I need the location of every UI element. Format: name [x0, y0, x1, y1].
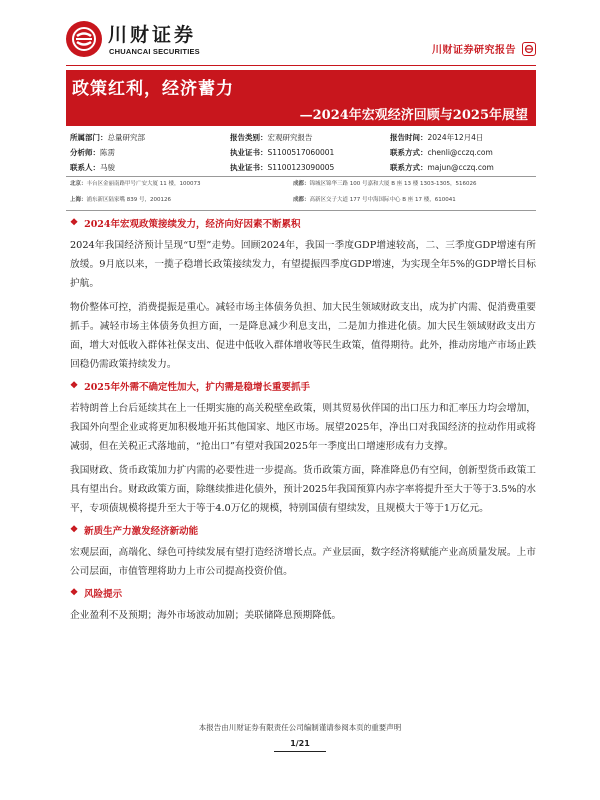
meta-value: 宏观研究报告	[267, 133, 313, 142]
meta-key: 分析师：	[70, 148, 100, 157]
brand-badge-icon	[522, 42, 536, 56]
meta-row	[70, 145, 536, 160]
meta-key: 执业证书：	[230, 148, 268, 157]
paragraph: 2024年我国经济预计呈现“U型”走势。回顾2024年，我国一季度GDP增速较高，二、三季度GDP增速有所放缓。9月底以来，一揽子稳增长政策接续发力，有望提振四季度GDP增速，为实现全年5%的GDP增长目标护航。	[70, 240, 536, 289]
address-text: 高新区交子大道 177 号中海国际中心 B 座 17 楼，610041	[309, 197, 456, 203]
paragraph: 若特朗普上台后延续其在上一任期实施的高关税壁垒政策，则其贸易伙伴国的出口压力和汇率压力均会增加，我国外向型企业或将更加积极地开拓其他国家、地区市场。展望2025年，净出口对我国经济的拉动作用或将减弱，但在关税正式落地前，“抢出口”有望对我国2025年一季度出口增速形成有力支撑。	[70, 403, 536, 452]
paragraph: 我国财政、货币政策加力扩内需的必要性进一步提高。货币政策方面，降准降息仍有空间，创新型货币政策工具有望出台。财政政策方面，除继续推进化债外，预计2025年我国预算内赤字率将提升至大于等于3.5%的水平，专项债规模将提升至大于等于4.0万亿的规模，特别国债有望续发，且规模大于等于1万亿元。	[70, 465, 536, 514]
paragraph: 宏观层面，高端化、绿色可持续发展有望打造经济增长点。产业层面，数字经济将赋能产业高质量发展。上市公司层面，市值管理将助力上市公司提高投资价值。	[70, 547, 536, 577]
paragraph: 物价整体可控，消费提振是重心。减轻市场主体债务负担、加大民生领域财政支出，成为扩内需、促消费重要抓手。减轻市场主体债务负担方面，一是降息减少利息支出，二是加力推进化债。加大民生领域财政支出方面，增大对低收入群体社保支出、促进中低收入群体增收等民生政策，值得期待。此外，推动房地产市场止跌回稳仍需政策持续发力。	[70, 302, 536, 370]
company-name-en: CHUANCAI SECURITIES	[109, 47, 200, 56]
address-city: 成都：	[293, 181, 310, 187]
report-series-label: 川财证券研究报告	[432, 45, 516, 56]
page-number: 1/21	[290, 739, 310, 748]
diamond-bullet-icon: ❖	[70, 218, 79, 228]
section-heading	[70, 216, 536, 230]
meta-key: 联系方式：	[390, 148, 428, 157]
page-number-underline	[274, 751, 326, 752]
section-heading	[70, 586, 536, 600]
address-city: 上海：	[70, 197, 87, 203]
meta-value: S1100123090005	[267, 163, 335, 172]
report-header	[66, 17, 536, 65]
address-text: 丰台区金丽南路甲号广安大厦 11 楼，100073	[86, 181, 201, 187]
paragraph: 企业盈利不及预期；海外市场波动加剧；美联储降息预期降低。	[70, 610, 342, 621]
meta-value: S1100517060001	[267, 148, 335, 157]
report-meta	[70, 130, 536, 175]
address-city: 北京：	[70, 181, 87, 187]
address-city: 成都：	[293, 197, 310, 203]
address-divider	[66, 210, 536, 211]
meta-value: 2024年12月4日	[427, 133, 484, 142]
company-logo-icon	[66, 21, 102, 57]
report-title: 政策红利，经济蓄力	[72, 79, 234, 99]
section-heading-text: 新质生产力激发经济新动能	[84, 526, 199, 537]
meta-key: 联系人：	[70, 163, 100, 172]
meta-value: 陈雳	[100, 148, 115, 157]
disclaimer-footer: 本报告由川财证券有限责任公司编制谨请参阅本页的重要声明	[198, 723, 402, 732]
meta-key: 联系方式：	[390, 163, 428, 172]
diamond-bullet-icon: ❖	[70, 381, 79, 391]
section-heading-text: 风险提示	[84, 589, 123, 600]
meta-row	[70, 130, 536, 145]
address-text: 浦东新区陆家嘴 839 号，200126	[86, 197, 172, 203]
meta-value: chenli@cczq.com	[427, 148, 493, 157]
meta-key: 所属部门：	[70, 133, 108, 142]
meta-key: 执业证书：	[230, 163, 268, 172]
company-name-cn: 川财证券	[108, 24, 197, 46]
address-text: 锦城区锦华三路 100 号嘉和大厦 B 座 13 楼 1303-1305，516026	[309, 181, 477, 187]
meta-key: 报告类别：	[230, 133, 268, 142]
diamond-bullet-icon: ❖	[70, 588, 79, 598]
header-divider	[66, 65, 536, 66]
meta-row	[70, 160, 536, 175]
report-subtitle: —2024年宏观经济回顾与2025年展望	[299, 108, 528, 123]
section-heading	[70, 523, 536, 537]
diamond-bullet-icon: ❖	[70, 525, 79, 535]
meta-divider	[66, 176, 536, 177]
meta-value: 马骏	[100, 163, 115, 172]
meta-key: 报告时间：	[390, 133, 428, 142]
meta-value: 总量研究部	[107, 133, 145, 142]
section-heading-text: 2024年宏观政策接续发力，经济向好因素不断累积	[84, 219, 301, 230]
section-heading	[70, 379, 536, 393]
section-heading-text: 2025年外需不确定性加大，扩内需是稳增长重要抓手	[84, 382, 311, 393]
office-addresses	[70, 178, 536, 205]
report-summary	[70, 216, 536, 630]
title-banner	[66, 70, 536, 126]
meta-value: majun@cczq.com	[427, 163, 494, 172]
